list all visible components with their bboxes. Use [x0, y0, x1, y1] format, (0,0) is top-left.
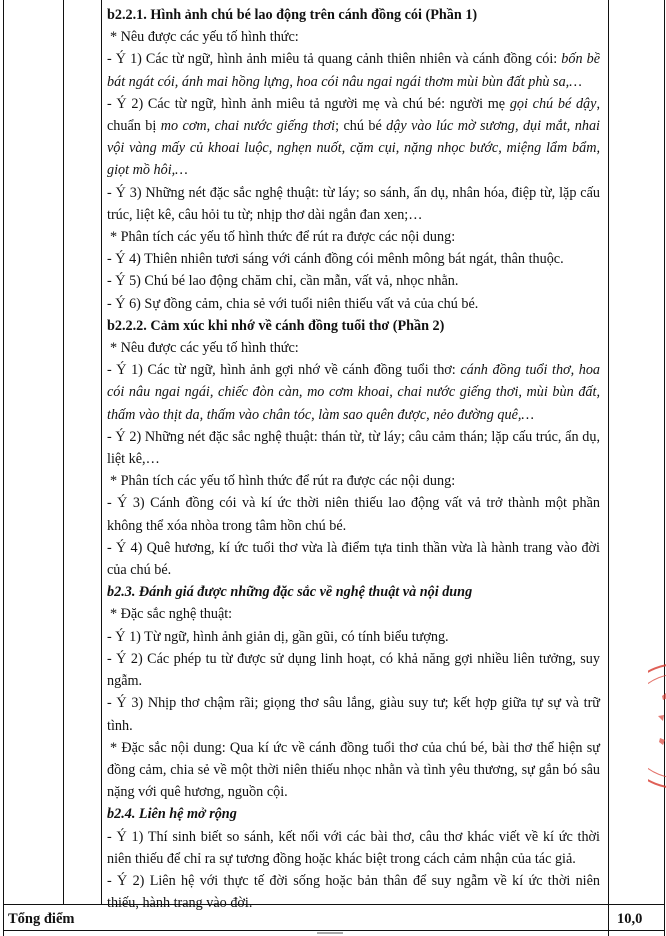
b23-item-2: - Ý 2) Các phép tu từ được sử dụng linh hoạt, có khả năng gợi nhiều liên tưởng, suy ngẫm. — [107, 650, 600, 690]
b222-item-3: - Ý 3) Cánh đồng cói và kí ức thời niên thiếu lao động vất vả trở thành một phần không thể xóa nhòa trong tâm hồn chú bé. — [107, 495, 600, 534]
b221-item-6: - Ý 6) Sự đồng cảm, chia sẻ với tuổi niên thiếu vất vả của chú bé. — [107, 295, 479, 312]
answer-guide-content — [107, 4, 600, 914]
b24-item-2: - Ý 2) Liên hệ với thực tế đời sống hoặc bản thân để suy ngẫm về kí ức thời niên thiếu, hành trang vào đời. — [107, 872, 600, 912]
b221-item-1-quote: bốn bề bát ngát cói, ánh mai hồng lựng, hoa cói nâu ngai ngái thơm mùi bùn đất phù sa,… — [107, 51, 600, 90]
b23-item-1: - Ý 1) Từ ngữ, hình ảnh giản dị, gần gũi, có tính biểu tượng. — [107, 628, 449, 645]
page-number-mark — [315, 929, 345, 935]
b221-item-2 — [107, 93, 600, 182]
heading-b221: b2.2.1. Hình ảnh chú bé lao động trên cánh đồng cói (Phần 1) — [107, 7, 478, 23]
b222-content-intro: * Phân tích các yếu tố hình thức để rút ra được các nội dung: — [110, 473, 456, 490]
b23-content-note: * Đặc sắc nội dung: Qua kí ức về cánh đồng tuổi thơ của chú bé, bài thơ thể hiện sự đồng cảm, chia sẻ về một thời niên thiếu nhọc nhằn và tình yêu thương, sự gắn bó sâu nặng với quê hương, nguồn cội. — [107, 739, 600, 801]
b222-form-intro: * Nêu được các yếu tố hình thức: — [110, 340, 299, 357]
b222-item-1-quote: cánh đồng tuổi thơ, hoa cói nâu ngai ngái, chiếc đòn càn, mo cơm khoai, chai nước giếng thơi, mùi bùn đất, thấm vào thịt da, thấm vào chân tóc, làm sao quên được, nẻo đường quê,… — [107, 362, 601, 423]
column-divider-1 — [63, 0, 64, 904]
b221-item-4: - Ý 4) Thiên nhiên tươi sáng với cánh đồng cói mênh mông bát ngát, thân thuộc. — [107, 251, 564, 268]
red-stamp-seal — [648, 656, 666, 796]
total-score-label: Tổng điểm — [8, 911, 75, 927]
heading-b222: b2.2.2. Cảm xúc khi nhớ về cánh đồng tuổi thơ (Phần 2) — [107, 317, 445, 334]
b221-item-5: - Ý 5) Chú bé lao động chăm chỉ, cần mẫn, vất vả, nhọc nhằn. — [107, 273, 459, 290]
heading-b23: b2.3. Đánh giá được những đặc sắc về nghệ thuật và nội dung — [107, 584, 473, 601]
b221-item-2-quote-b: mo cơm, chai nước giếng thơi — [160, 118, 336, 135]
heading-b24: b2.4. Liên hệ mở rộng — [107, 806, 237, 823]
b24-item-1: - Ý 1) Thí sinh biết so sánh, kết nối với các bài thơ, câu thơ khác viết về kí ức thời niên thiếu để chỉ ra sự tương đồng hoặc khác biệt trong cách cảm nhận của tác giả. — [107, 828, 600, 867]
table-left-border — [3, 0, 4, 936]
b221-item-3: - Ý 3) Những nét đặc sắc nghệ thuật: từ láy; so sánh, ẩn dụ, nhân hóa, điệp từ, lặp cấu trúc, liệt kê, câu hỏi tu từ; nhịp thơ dài ngắn đan xen;… — [107, 184, 600, 223]
b222-item-1 — [107, 359, 600, 426]
column-divider-3 — [608, 0, 609, 936]
b221-item-2-quote-c: dậy vào lúc mờ sương, dụi mắt, nhai vội vàng mấy củ khoai luộc, nghẹn nuốt, cặm cụi, nặng nhọc bước, miệng lẩm bẩm, giọt mồ hôi,… — [107, 118, 600, 179]
total-score-value: 10,0 — [617, 911, 643, 927]
b221-content-intro: * Phân tích các yếu tố hình thức để rút ra được các nội dung: — [110, 229, 456, 246]
b221-item-2-text-a: - Ý 2) Các từ ngữ, hình ảnh miêu tả người mẹ và chú bé: người mẹ — [107, 95, 510, 112]
b221-item-1-text: - Ý 1) Các từ ngữ, hình ảnh miêu tả quang cảnh thiên nhiên và cánh đồng cói: — [107, 51, 562, 68]
b221-item-2-quote-a: gọi chú bé dậy — [509, 95, 597, 112]
b221-item-1 — [107, 48, 600, 92]
b23-art-intro: * Đặc sắc nghệ thuật: — [110, 606, 233, 623]
b23-item-3: - Ý 3) Nhịp thơ chậm rãi; giọng thơ sâu lắng, giàu suy tư; kết hợp giữa tự sự và trữ tình. — [107, 695, 600, 734]
b222-item-2: - Ý 2) Những nét đặc sắc nghệ thuật: thán từ, từ láy; câu cảm thán; lặp cấu trúc, ẩn dụ, liệt kê,… — [107, 428, 600, 468]
b221-item-2-text-b: , chuẩn bị — [107, 95, 600, 135]
b222-item-4: - Ý 4) Quê hương, kí ức tuổi thơ vừa là điểm tựa tinh thần vừa là hành trang vào đời của chú bé. — [107, 539, 600, 579]
b221-form-intro: * Nêu được các yếu tố hình thức: — [110, 29, 299, 46]
column-divider-2 — [101, 0, 102, 904]
b221-item-2-text-c: ; chú bé — [335, 118, 387, 135]
b222-item-1-text: - Ý 1) Các từ ngữ, hình ảnh gợi nhớ về cánh đồng tuổi thơ: — [107, 362, 461, 379]
